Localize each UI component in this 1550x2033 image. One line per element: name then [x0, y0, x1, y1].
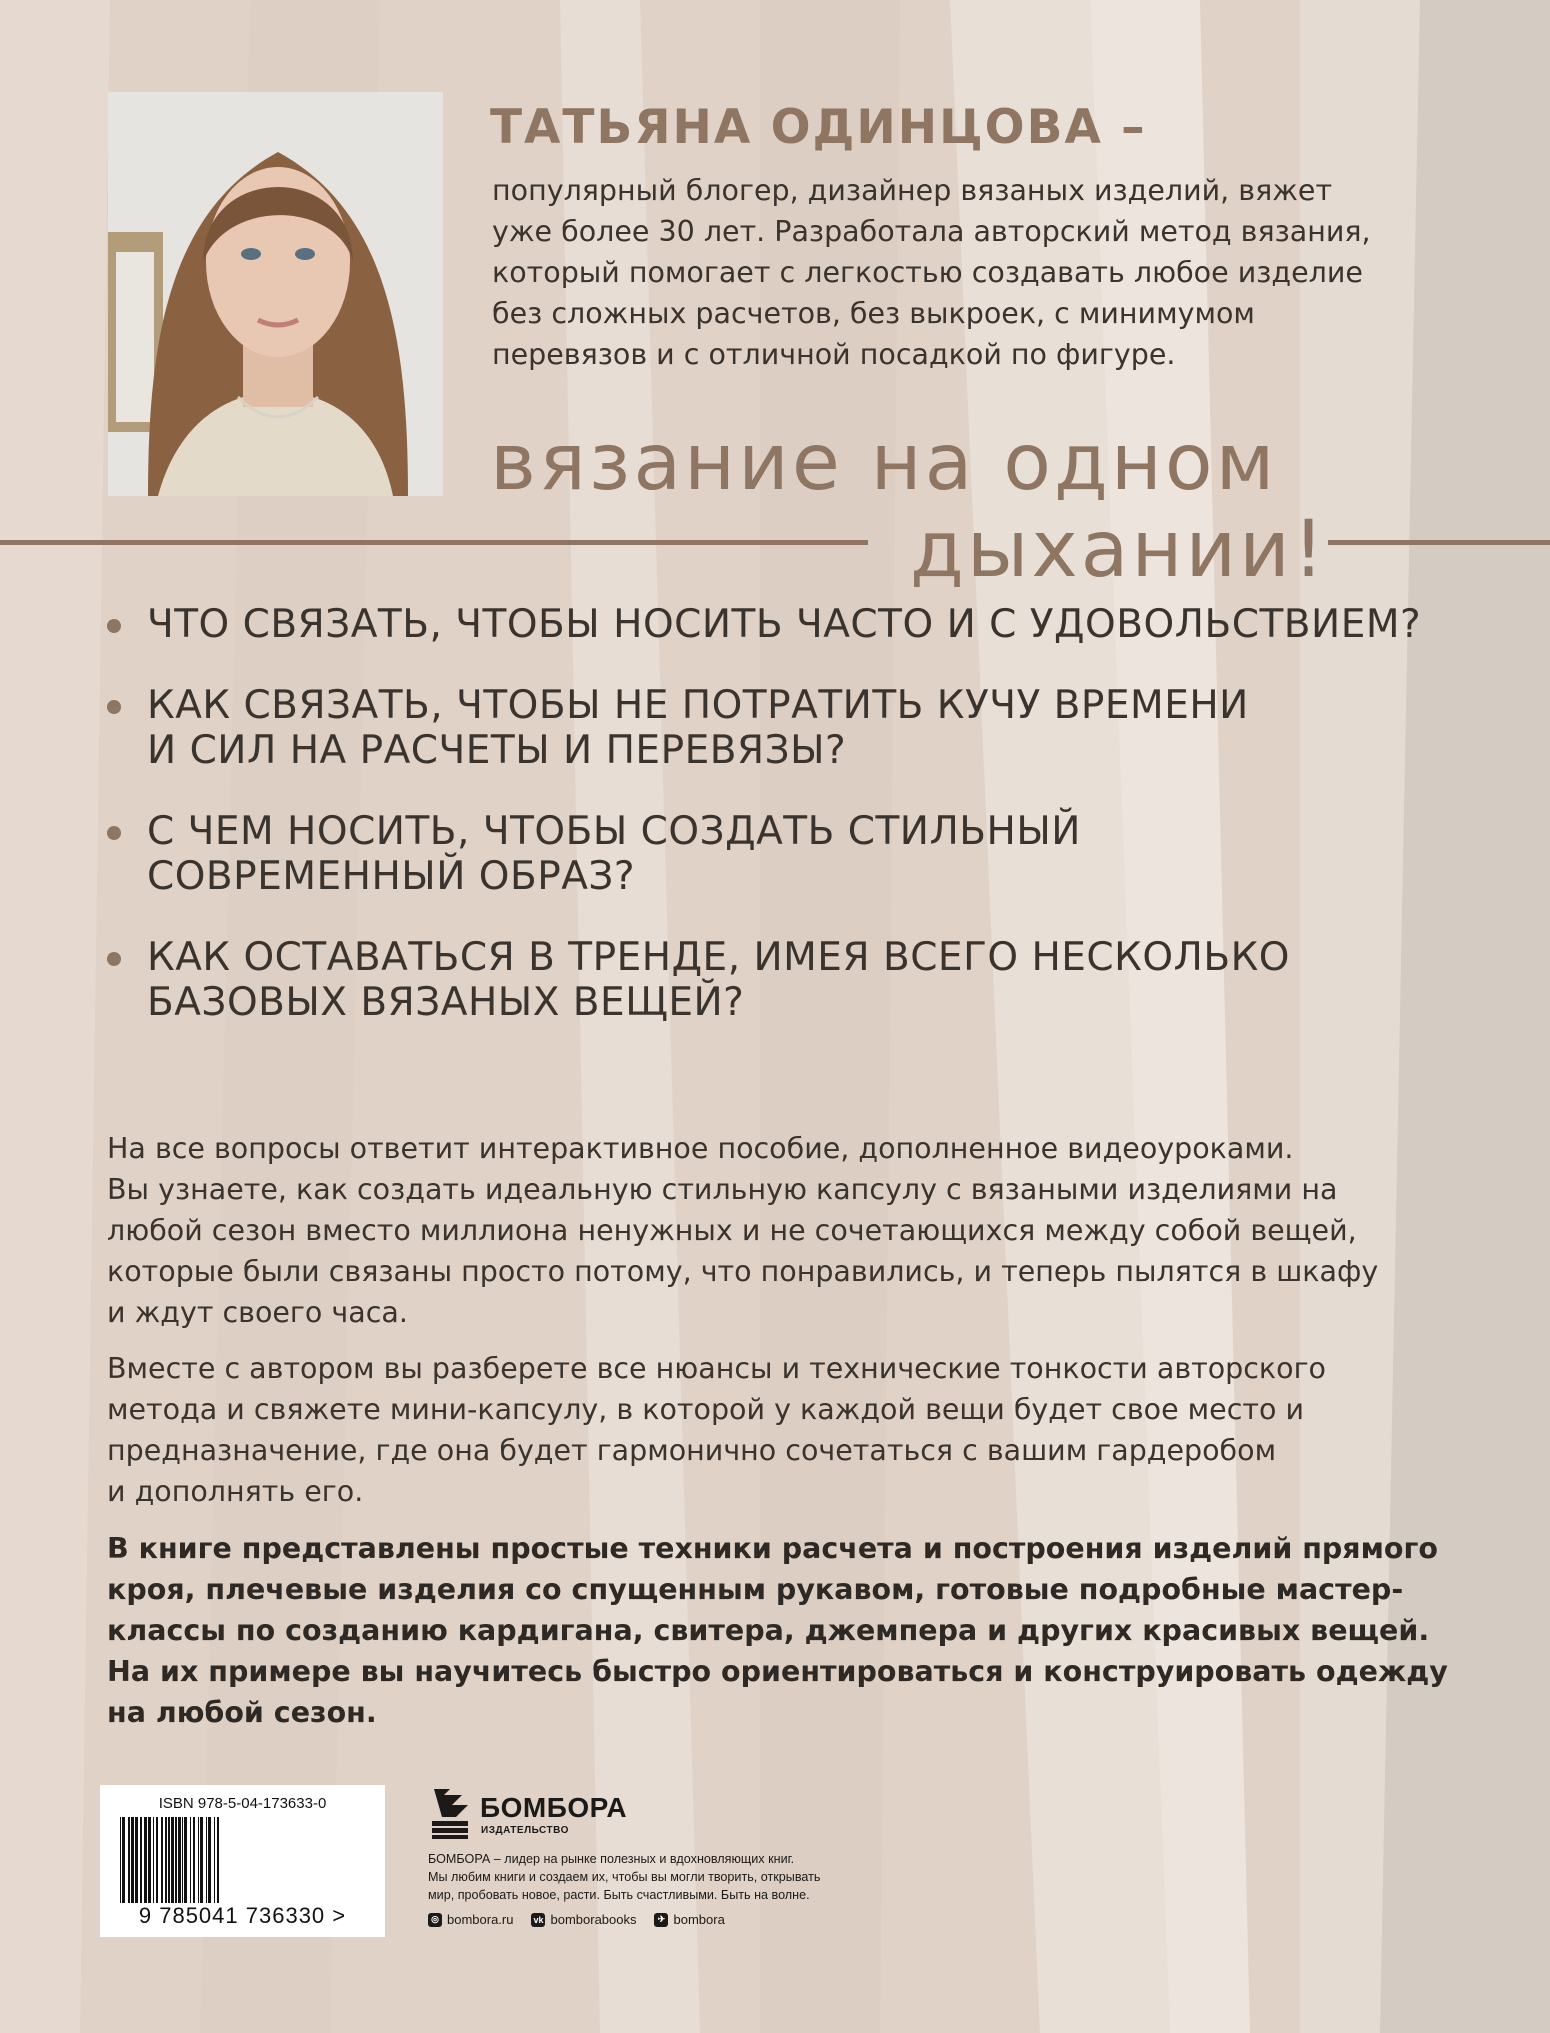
bio-line: популярный блогер, дизайнер вязаных изделий, вяжет: [492, 174, 1333, 207]
bombora-logo-icon: [428, 1787, 473, 1839]
bio-line: который помогает с легкостью создавать любое изделие: [492, 256, 1363, 289]
question-item: [105, 683, 1505, 773]
barcode-panel: [100, 1785, 385, 1937]
barcode-bar: [156, 1817, 158, 1903]
social-label: bombora.ru: [447, 1912, 514, 1927]
barcode-bar: [217, 1817, 219, 1903]
paragraph-line: любой сезон вместо миллиона ненужных и не сочетающихся между собой вещей,: [107, 1214, 1357, 1247]
question-list: [105, 602, 1505, 1061]
barcode-bar: [184, 1817, 187, 1903]
paragraph-line: предназначение, где она будет гармонично сочетаться с вашим гардеробом: [107, 1434, 1277, 1467]
paragraph-line: На их примере вы научитесь быстро ориентироваться и конструировать одежду: [107, 1655, 1448, 1688]
paragraph-line: В книге представлены простые техники расчета и построения изделий прямого: [107, 1532, 1438, 1565]
bullet-dot-icon: [107, 952, 121, 966]
publisher-name: БОМБОРА: [480, 1792, 628, 1823]
slogan-line-1: вязание на одном: [490, 418, 1278, 508]
publisher-description-line: мир, пробовать новое, расти. Быть счастливыми. Быть на волне.: [428, 1888, 810, 1902]
barcode-bar: [182, 1817, 183, 1903]
paragraph-line: На все вопросы ответит интерактивное пособие, дополненное видеоуроками.: [107, 1132, 1294, 1165]
author-name: ТАТЬЯНА ОДИНЦОВА –: [490, 100, 1147, 155]
barcode-bar: [144, 1817, 147, 1903]
barcode-bar: [200, 1817, 203, 1903]
question-item: [105, 602, 1505, 647]
barcode-bar: [198, 1817, 199, 1903]
instagram-icon: ◎: [428, 1913, 442, 1927]
author-bio: [492, 170, 1372, 375]
publisher-subtitle: ИЗДАТЕЛЬСТВО: [481, 1825, 569, 1836]
social-link-telegram[interactable]: [654, 1912, 724, 1927]
barcode-bar: [206, 1817, 207, 1903]
isbn-number: ISBN 978-5-04-173633-0: [158, 1795, 327, 1812]
barcode-bar: [165, 1817, 167, 1903]
barcode-bar: [190, 1817, 191, 1903]
divider-rule-right: [1328, 540, 1550, 545]
question-item: [105, 809, 1505, 899]
question-item: [105, 935, 1505, 1025]
bio-line: без сложных расчетов, без выкроек, с минимумом: [492, 297, 1255, 330]
barcode-bar: [128, 1817, 130, 1903]
paragraph-line: кроя, плечевые изделия со спущенным рукавом, готовые подробные мастер-: [107, 1573, 1404, 1606]
barcode-bar: [178, 1817, 181, 1903]
bullet-dot-icon: [107, 619, 121, 633]
slogan-line-2: дыхании!: [910, 505, 1328, 595]
bullet-dot-icon: [107, 826, 121, 840]
publisher-description: [428, 1850, 948, 1904]
social-label: bomborabooks: [550, 1912, 637, 1927]
description-paragraph-2: [107, 1348, 1467, 1512]
barcode-bar: [131, 1817, 134, 1903]
question-line: С ЧЕМ НОСИТЬ, ЧТОБЫ СОЗДАТЬ СТИЛЬНЫЙ: [147, 809, 1081, 854]
paragraph-line: Вы узнаете, как создать идеальную стильную капсулу с вязаными изделиями на: [107, 1173, 1338, 1206]
barcode-bar: [168, 1817, 170, 1903]
paragraph-line: метода и свяжете мини-капсулу, в которой у каждой вещи будет свое место и: [107, 1393, 1304, 1426]
bio-line: перевязов и с отличной посадкой по фигуре.: [492, 338, 1176, 371]
author-photo: [108, 92, 443, 496]
vk-icon: vk: [533, 1914, 544, 1925]
social-label: bombora: [673, 1912, 725, 1927]
social-link-site[interactable]: [428, 1912, 513, 1927]
bullet-dot-icon: [107, 700, 121, 714]
publisher-description-line: Мы любим книги и создаем их, чтобы вы могли творить, открывать: [428, 1870, 821, 1884]
barcode-bar: [120, 1817, 121, 1903]
paragraph-line: которые были связаны просто потому, что понравились, и теперь пылятся в шкафу: [107, 1255, 1379, 1288]
barcode-bar: [161, 1817, 163, 1903]
barcode-bar: [148, 1817, 151, 1903]
barcode-bar: [193, 1817, 195, 1903]
question-line: КАК СВЯЗАТЬ, ЧТОБЫ НЕ ПОТРАТИТЬ КУЧУ ВРЕМЕНИ: [147, 683, 1249, 728]
barcode-bar: [153, 1817, 154, 1903]
paragraph-line: классы по созданию кардигана, свитера, джемпера и других красивых вещей.: [107, 1614, 1430, 1647]
paragraph-line: и дополнять его.: [107, 1475, 364, 1508]
barcode-bar: [122, 1817, 125, 1903]
barcode-bar: [214, 1817, 215, 1903]
barcode-bar: [171, 1817, 174, 1903]
paragraph-line: и ждут своего часа.: [107, 1296, 408, 1329]
question-line: БАЗОВЫХ ВЯЗАНЫХ ВЕЩЕЙ?: [147, 980, 745, 1025]
barcode-icon: [118, 1817, 368, 1905]
question-line: КАК ОСТАВАТЬСЯ В ТРЕНДЕ, ИМЕЯ ВСЕГО НЕСКОЛЬКО: [147, 935, 1291, 980]
social-link-vk[interactable]: [531, 1912, 636, 1927]
telegram-icon: ✈: [654, 1913, 668, 1927]
barcode-bar: [140, 1817, 142, 1903]
question-line: СОВРЕМЕННЫЙ ОБРАЗ?: [147, 854, 636, 899]
paragraph-line: на любой сезон.: [107, 1696, 377, 1729]
publisher-description-line: БОМБОРА – лидер на рынке полезных и вдохновляющих книг.: [428, 1852, 795, 1866]
publisher-socials: [428, 1912, 725, 1927]
divider-rule-left: [0, 540, 868, 545]
barcode-bar: [208, 1817, 211, 1903]
description-paragraph-1: [107, 1128, 1467, 1333]
barcode-bar: [175, 1817, 177, 1903]
bio-line: уже более 30 лет. Разработала авторский метод вязания,: [492, 215, 1371, 248]
question-line: ЧТО СВЯЗАТЬ, ЧТОБЫ НОСИТЬ ЧАСТО И С УДОВОЛЬСТВИЕМ?: [147, 602, 1422, 647]
description-paragraph-bold: [107, 1528, 1467, 1733]
question-line: И СИЛ НА РАСЧЕТЫ И ПЕРЕВЯЗЫ?: [147, 728, 847, 773]
barcode-digits: 9 785041 736330 >: [138, 1903, 347, 1928]
barcode-bar: [135, 1817, 138, 1903]
paragraph-line: Вместе с автором вы разберете все нюансы и технические тонкости авторского: [107, 1352, 1326, 1385]
